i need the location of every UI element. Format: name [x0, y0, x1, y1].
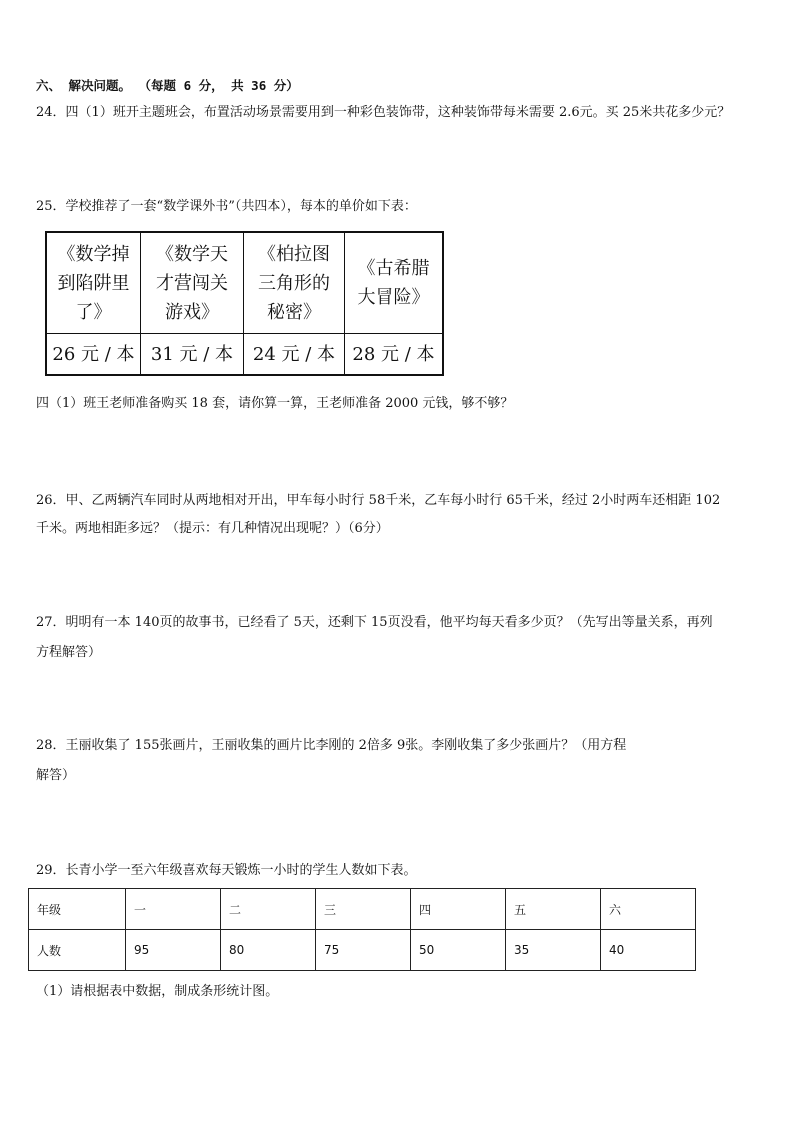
book-price-table: [45, 231, 444, 376]
question-29: 29．长青小学一至六年级喜欢每天锻炼一小时的学生人数如下表。: [36, 863, 417, 878]
grade-cell: 四: [411, 889, 506, 930]
grade-header: 年级: [29, 889, 126, 930]
question-28-line-1: 28．王丽收集了 155张画片，王丽收集的画片比李刚的 2倍多 9张。李刚收集了多少张画片？（用方程: [36, 738, 627, 753]
count-cell: 95: [126, 930, 221, 971]
count-header: 人数: [29, 930, 126, 971]
grade-row: [29, 889, 696, 930]
count-cell: 50: [411, 930, 506, 971]
section-title: 六、 解决问题。 （每题 6 分， 共 36 分）: [36, 78, 299, 93]
book-price: 31 元 / 本: [141, 334, 244, 376]
book-title: 《数学掉到陷阱里了》: [57, 243, 130, 323]
book-title: 《古希腊大冒险》: [357, 258, 430, 308]
question-25-followup: 四（1）班王老师准备购买 18 套，请你算一算，王老师准备 2000 元钱，够不够？: [36, 396, 514, 411]
grade-cell: 一: [126, 889, 221, 930]
book-title: 《数学天才营闯关游戏》: [156, 243, 228, 323]
book-title: 《柏拉图三角形的秘密》: [258, 243, 330, 323]
count-cell: 40: [601, 930, 696, 971]
book-title-row: [46, 232, 443, 334]
grade-cell: 三: [316, 889, 411, 930]
count-cell: 35: [506, 930, 601, 971]
question-28-line-2: 解答）: [36, 768, 76, 783]
student-count-table: [28, 888, 696, 971]
book-title-cell: [244, 232, 345, 334]
question-27-line-2: 方程解答）: [36, 645, 102, 660]
grade-cell: 六: [601, 889, 696, 930]
count-row: [29, 930, 696, 971]
question-26-line-1: 26．甲、乙两辆汽车同时从两地相对开出，甲车每小时行 58千米，乙车每小时行 65千米，经过 2小时两车还相距 102: [36, 493, 721, 508]
count-cell: 75: [316, 930, 411, 971]
question-25: 25．学校推荐了一套“数学课外书”（共四本），每本的单价如下表：: [36, 199, 417, 214]
book-price: 28 元 / 本: [345, 334, 444, 376]
question-29-sub-1: （1）请根据表中数据，制成条形统计图。: [36, 984, 279, 999]
book-title-cell: [46, 232, 141, 334]
grade-cell: 二: [221, 889, 316, 930]
book-price: 26 元 / 本: [46, 334, 141, 376]
question-24: 24．四（1）班开主题班会，布置活动场景需要用到一种彩色装饰带，这种装饰带每米需要 2.6元。买 25米共花多少元？: [36, 105, 731, 120]
book-title-cell: [141, 232, 244, 334]
book-title-cell: [345, 232, 444, 334]
count-cell: 80: [221, 930, 316, 971]
grade-cell: 五: [506, 889, 601, 930]
book-price: 24 元 / 本: [244, 334, 345, 376]
question-27-line-1: 27．明明有一本 140页的故事书，已经看了 5天，还剩下 15页没看，他平均每天看多少页？（先写出等量关系，再列: [36, 615, 713, 630]
question-26-line-2: 千米。两地相距多远？（提示：有几种情况出现呢？）（6分）: [36, 521, 389, 536]
book-price-row: [46, 334, 443, 376]
